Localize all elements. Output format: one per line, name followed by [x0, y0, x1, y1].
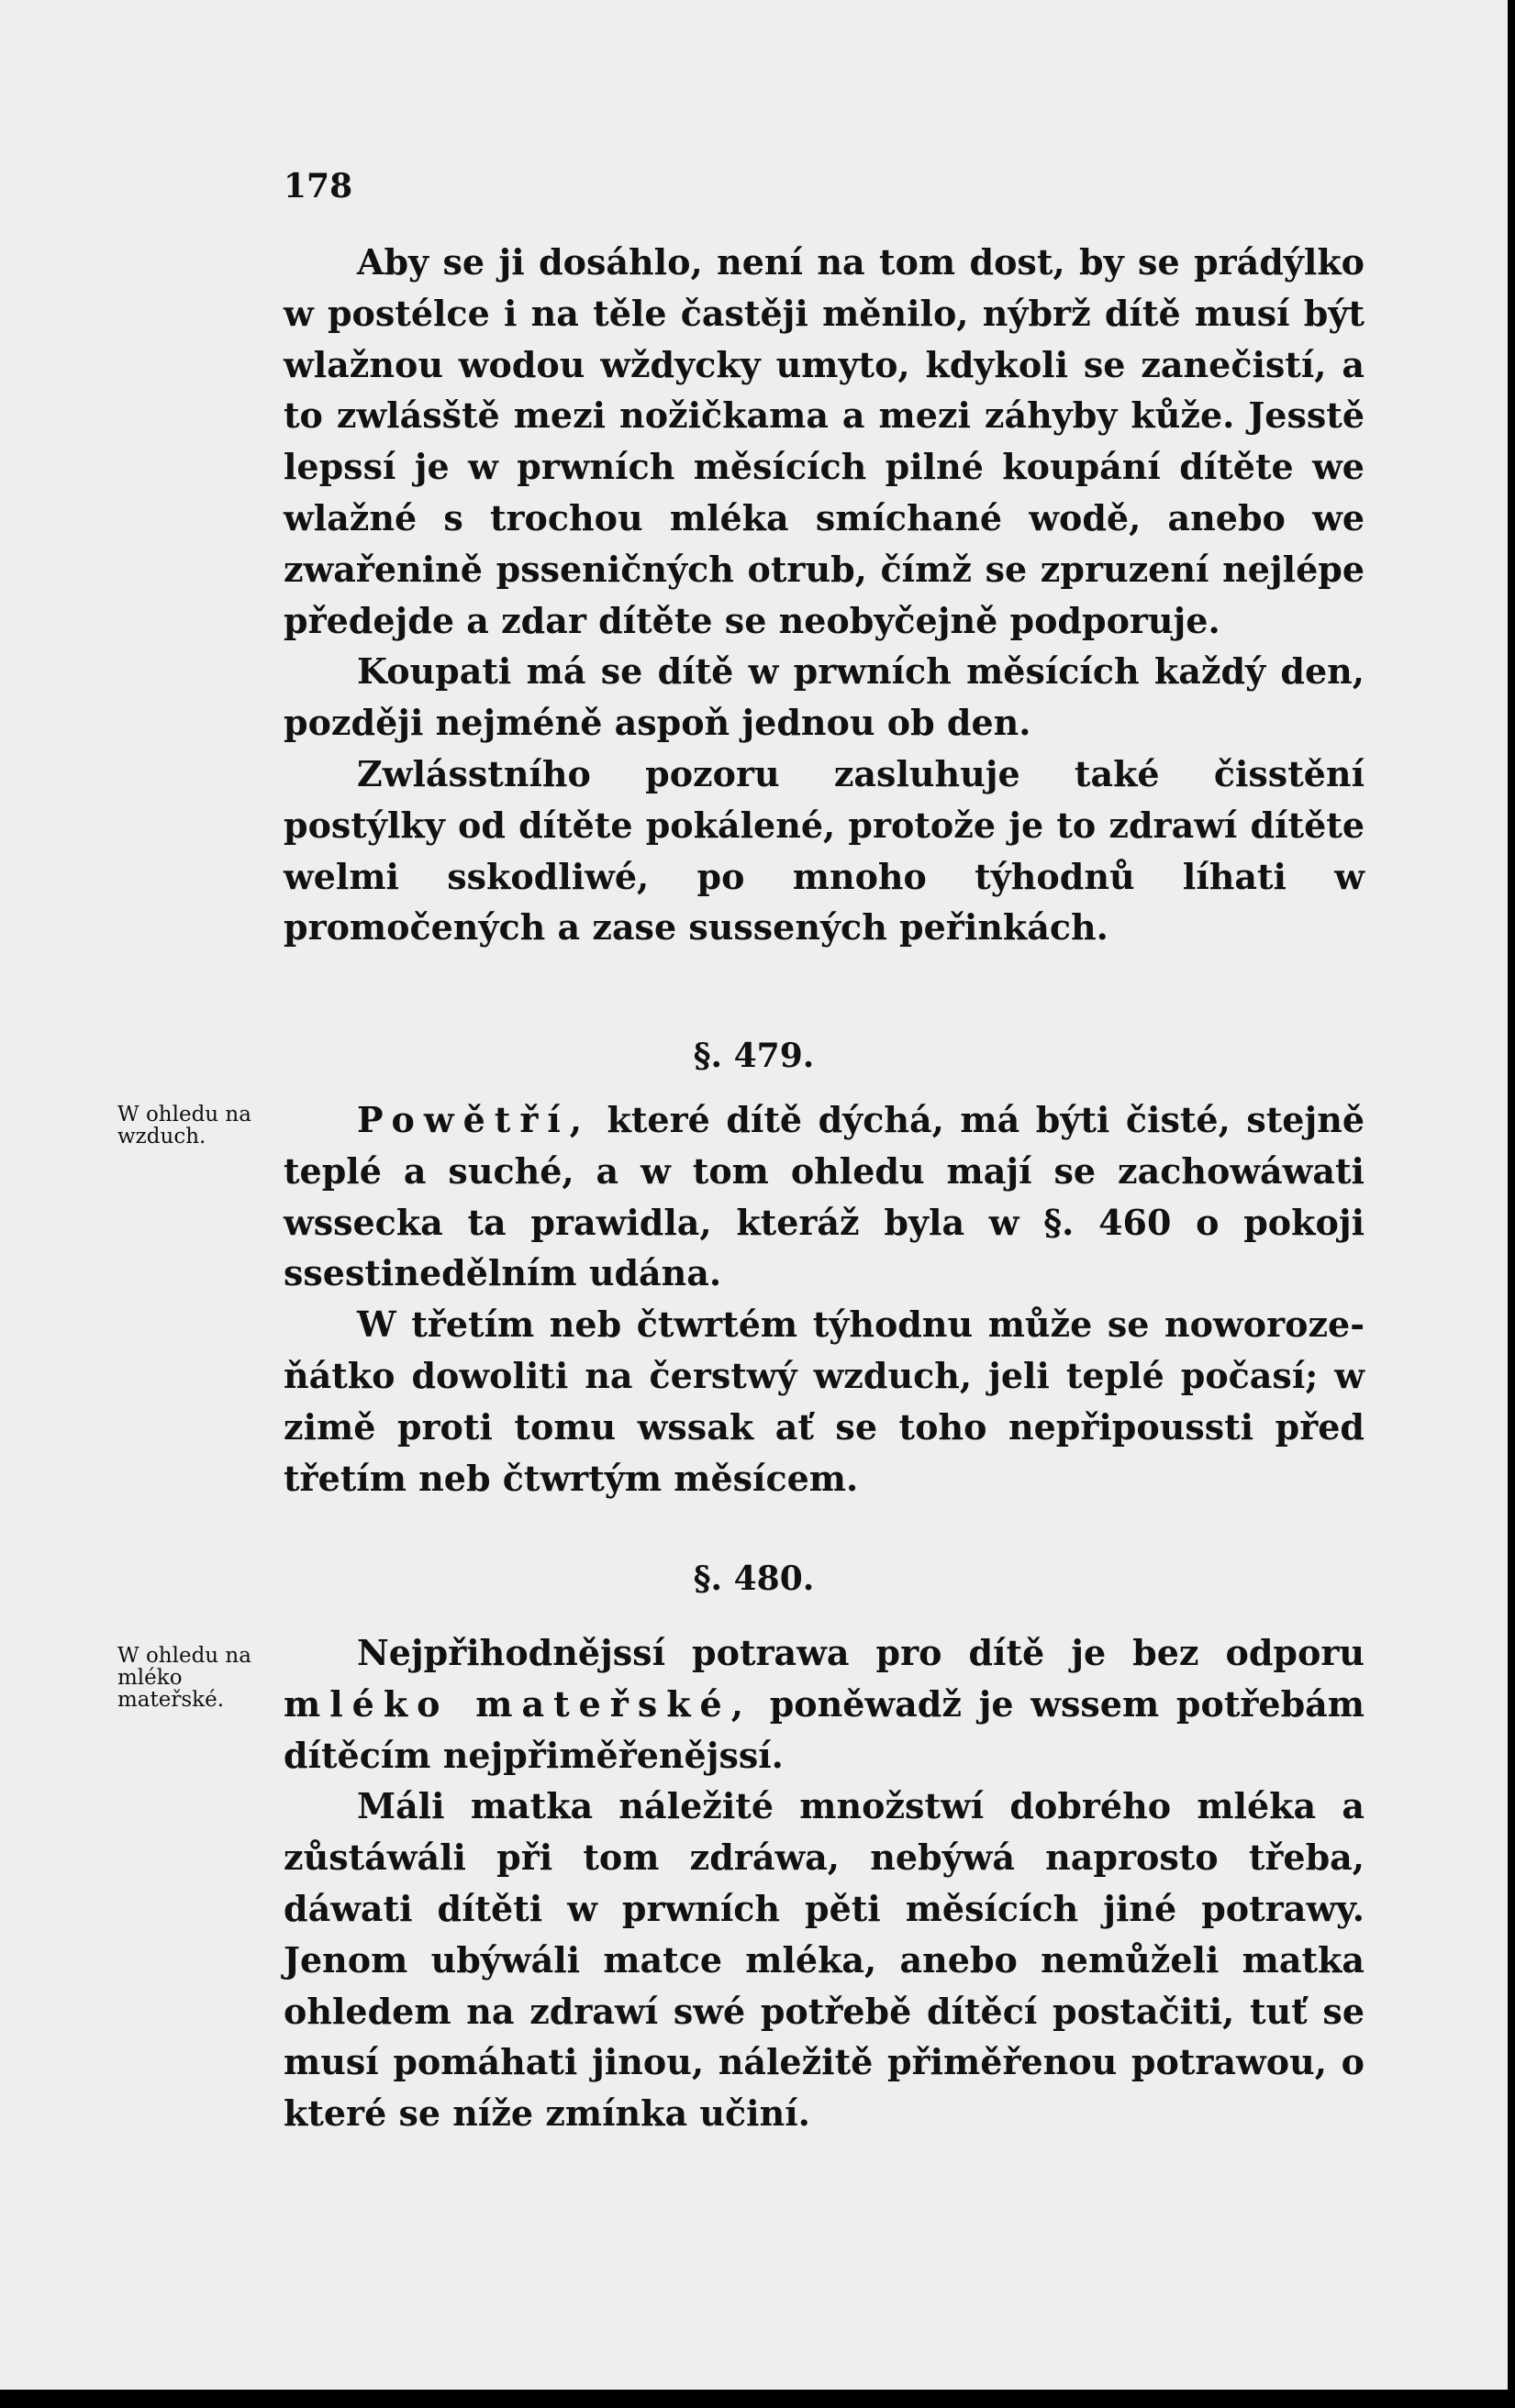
paragraph-best-food-start: Nejpřihodnějssí potrawa pro dítě je bez odporu	[357, 1632, 1365, 1673]
paragraph-air-quality	[284, 1094, 1365, 1299]
paragraph-bath-frequency: Koupati má se dítě w prwních měsících každý den, později nejméně aspoň jednou ob den.	[284, 650, 1365, 744]
page-number: 178	[284, 167, 353, 205]
section-heading-479: §. 479.	[693, 1037, 815, 1075]
margin-note-breast-milk: W ohledu na mléko mateřské.	[117, 1644, 251, 1712]
paragraph-best-food	[284, 1627, 1365, 1781]
text-block-top	[284, 237, 1365, 953]
scan-edge	[1508, 0, 1515, 2408]
emphasis-air: Powětří,	[357, 1099, 592, 1140]
section-480-body	[284, 1627, 1365, 2139]
paragraph-fresh-air: W třetím neb čtwrtém týhodnu může se noworozeňátko dowoliti na čerstwý wzduch, jeli teplé počasí; w zimě proti tomu wssak ať se toho nepřipoussti před třetím neb čtwrtým měsícem.	[284, 1304, 1365, 1499]
section-heading-480: §. 480.	[693, 1559, 815, 1598]
margin-note-air: W ohledu na wzduch.	[117, 1103, 251, 1149]
emphasis-breast-milk: mléko mateřské,	[284, 1682, 752, 1725]
paragraph-cleaning-bed: Zwlásstního pozoru zasluhuje také čisstění postýlky od dítěte pokálené, protože je to zdrawí dítěte welmi sskodliwé, po mnoho týhodnů líhati w promočených a zase sussených peřinkách.	[284, 752, 1365, 949]
paragraph-bathing: Aby se ji dosáhlo, není na tom dost, by se prádýlko w postélce i na těle častěji měnilo, nýbrž dítě musí být wlažnou wodou wždycky umyto, kdykoli se zanečistí, a to zwlásště mezi nožičkama a mezi záhyby kůže. Jesstě lepssí je w prwních měsících pilné koupání dítěte we wlažné s trochou mléka smíchané wodě, anebo we zwařenině psseničných otrub, čímž se zpruzení nejlépe předejde a zdar dítěte se neobyčejně podporuje.	[284, 241, 1365, 641]
paragraph-mother-milk: Máli matka náležité množstwí dobrého mléka a zůstáwáli při tom zdráwa, nebýwá naprosto třeba, dáwati dítěti w prwních pěti měsících jiné potrawy. Jenom ubýwáli matce mléka, anebo nemůželi matka ohledem na zdrawí swé potřebě dítěcí postačiti, tuť se musí pomáhati jinou, náležitě přiměřenou potrawou, o které se níže zmínka učiní.	[284, 1785, 1365, 2135]
paragraph-air-quality-rest: které dítě dýchá, má býti čisté, stejně teplé a suché, a w tom ohledu mají se zachowáwati wssecka ta prawidla, kteráž byla w §. 460 o pokoji ssestinedělním udána.	[284, 1099, 1365, 1294]
paragraph-best-food-end: poněwadž je wssem potřebám dítěcím nejpřiměřenějssí.	[284, 1682, 1365, 1776]
section-479-body	[284, 1094, 1365, 1504]
